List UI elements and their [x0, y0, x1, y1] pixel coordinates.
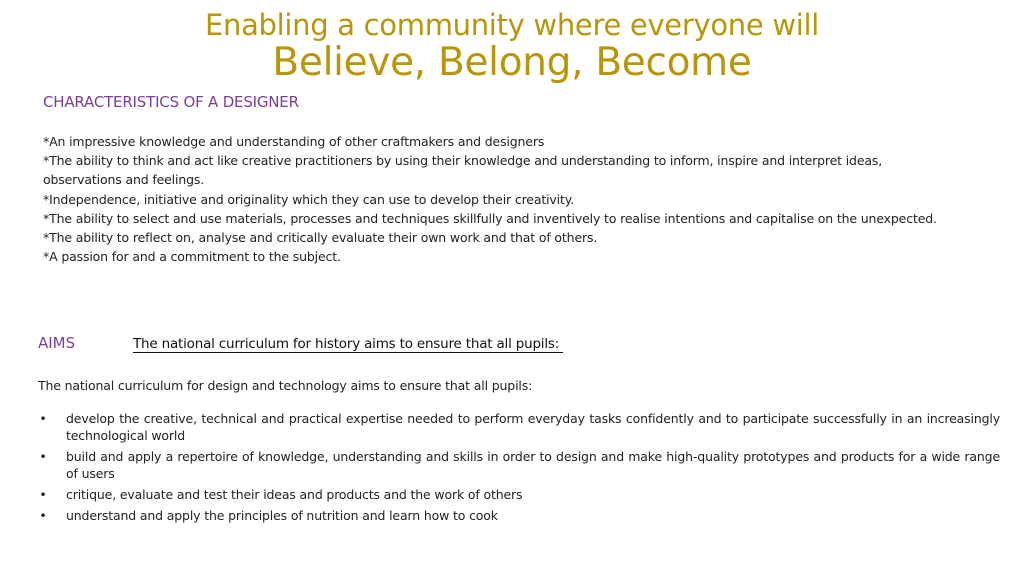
characteristic-item: *A passion for and a commitment to the subject.	[43, 249, 341, 265]
aims-intro: The national curriculum for design and technology aims to ensure that all pupils:	[38, 378, 533, 393]
characteristic-item: *The ability to think and act like creative practitioners by using their knowledge and understanding to inform, inspire and interpret ideas,	[43, 153, 883, 169]
characteristic-item: *The ability to select and use materials, processes and techniques skillfully and inventively to realise intentions and capitalise on the unexpected.	[43, 210, 937, 226]
title-line-2: Believe, Belong, Become	[272, 40, 752, 85]
aims-bullet-text: develop the creative, technical and practical expertise needed to perform everyday tasks confidently and to participate successfully in an increasingly technological world	[66, 411, 1000, 443]
aims-bullet-item	[38, 486, 1000, 503]
aims-label: AIMS	[38, 334, 76, 352]
aims-bullet-text: understand and apply the principles of nutrition and learn how to cook	[66, 508, 498, 523]
aims-bullet-text: critique, evaluate and test their ideas and products and the work of others	[66, 487, 523, 502]
characteristic-item: *An impressive knowledge and understanding of other craftmakers and designers	[43, 134, 545, 149]
characteristic-item: *The ability to reflect on, analyse and critically evaluate their own work and that of others.	[43, 230, 598, 246]
aims-bullet-list	[38, 410, 1000, 528]
aims-bullet-item	[38, 410, 1000, 444]
aims-bullet-item	[38, 448, 1000, 482]
characteristic-item: *Independence, initiative and originality which they can use to develop their creativity.	[43, 191, 575, 207]
bullet-icon: •	[39, 508, 47, 523]
characteristic-item: observations and feelings.	[43, 172, 205, 188]
aims-bullet-text: build and apply a repertoire of knowledge, understanding and skills in order to design and make high-quality prototypes and products for a wide range of users	[66, 449, 1000, 481]
aims-subheading: The national curriculum for history aims to ensure that all pupils:	[133, 336, 563, 353]
title-line-1: Enabling a community where everyone will	[204, 8, 820, 42]
bullet-icon: •	[39, 449, 47, 464]
characteristics-list	[43, 132, 1003, 266]
bullet-icon: •	[39, 487, 47, 502]
bullet-icon: •	[39, 411, 47, 426]
characteristics-heading: CHARACTERISTICS OF A DESIGNER	[43, 93, 299, 111]
aims-bullet-item	[38, 507, 1000, 524]
